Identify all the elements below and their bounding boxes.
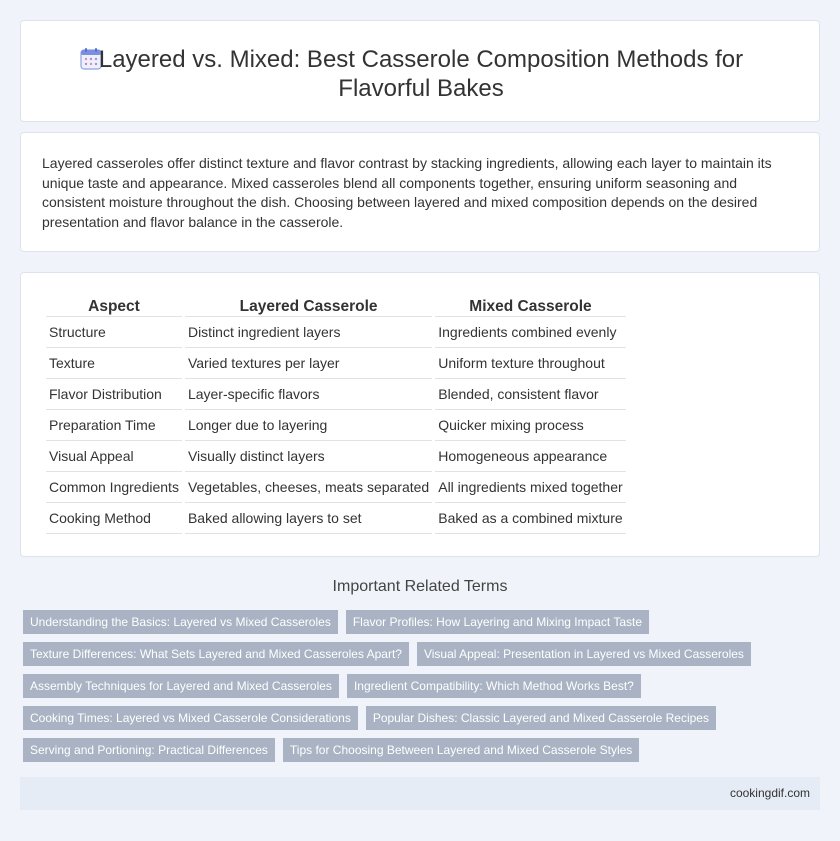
header-mixed: Mixed Casserole	[435, 296, 625, 317]
intro-card	[20, 132, 820, 252]
related-term-tag[interactable]: Ingredient Compatibility: Which Method Works Best?	[347, 674, 641, 698]
related-term-tag[interactable]: Assembly Techniques for Layered and Mixed Casseroles	[23, 674, 339, 698]
related-terms-row	[20, 706, 820, 738]
title-card	[20, 20, 820, 122]
intro-paragraph: Layered casseroles offer distinct texture and flavor contrast by stacking ingredients, allowing each layer to maintain its unique taste and appearance. Mixed casseroles blend all components together, ensuring uniform seasoning and consistent moisture throughout the dish. Choosing between layered and mixed composition depends on the desired presentation and flavor balance in the casserole.	[42, 155, 772, 230]
related-term-tag[interactable]: Visual Appeal: Presentation in Layered vs Mixed Casseroles	[417, 642, 751, 666]
related-term-tag[interactable]: Popular Dishes: Classic Layered and Mixed Casserole Recipes	[366, 706, 716, 730]
related-term-tag[interactable]: Tips for Choosing Between Layered and Mixed Casserole Styles	[283, 738, 639, 762]
table-row	[46, 348, 626, 379]
cell-aspect: Texture	[46, 348, 182, 379]
cell-mixed: Quicker mixing process	[435, 410, 625, 441]
cell-mixed: Uniform texture throughout	[435, 348, 625, 379]
related-term-tag[interactable]: Texture Differences: What Sets Layered and Mixed Casseroles Apart?	[23, 642, 409, 666]
table-row	[46, 410, 626, 441]
related-term-tag[interactable]: Flavor Profiles: How Layering and Mixing Impact Taste	[346, 610, 649, 634]
table-row	[46, 317, 626, 348]
comparison-card	[20, 272, 820, 557]
cell-aspect: Structure	[46, 317, 182, 348]
table-header-row	[46, 296, 626, 317]
cell-layered: Visually distinct layers	[185, 441, 432, 472]
cell-aspect: Preparation Time	[46, 410, 182, 441]
header-layered: Layered Casserole	[185, 296, 432, 317]
footer	[20, 777, 820, 810]
cell-mixed: Ingredients combined evenly	[435, 317, 625, 348]
related-terms-row	[20, 738, 820, 770]
related-terms-row	[20, 642, 820, 674]
cell-aspect: Flavor Distribution	[46, 379, 182, 410]
table-row	[46, 441, 626, 472]
cell-aspect: Cooking Method	[46, 503, 182, 534]
cell-mixed: Blended, consistent flavor	[435, 379, 625, 410]
related-terms-row	[20, 674, 820, 706]
cell-layered: Distinct ingredient layers	[185, 317, 432, 348]
cell-mixed: Homogeneous appearance	[435, 441, 625, 472]
related-terms-list	[20, 610, 820, 770]
related-terms-title: Important Related Terms	[332, 578, 508, 595]
table-row	[46, 379, 626, 410]
cell-mixed: Baked as a combined mixture	[435, 503, 625, 534]
related-terms-row	[20, 610, 820, 642]
table-row	[46, 472, 626, 503]
related-term-tag[interactable]: Serving and Portioning: Practical Differences	[23, 738, 275, 762]
related-term-tag[interactable]: Cooking Times: Layered vs Mixed Casserole Considerations	[23, 706, 358, 730]
cell-mixed: All ingredients mixed together	[435, 472, 625, 503]
comparison-table	[43, 296, 629, 534]
cell-aspect: Visual Appeal	[46, 441, 182, 472]
header-aspect: Aspect	[46, 296, 182, 317]
cell-layered: Longer due to layering	[185, 410, 432, 441]
related-term-tag[interactable]: Understanding the Basics: Layered vs Mixed Casseroles	[23, 610, 338, 634]
cell-layered: Layer-specific flavors	[185, 379, 432, 410]
cell-layered: Vegetables, cheeses, meats separated	[185, 472, 432, 503]
footer-site[interactable]: cookingdif.com	[729, 786, 810, 800]
cell-layered: Baked allowing layers to set	[185, 503, 432, 534]
table-body	[46, 317, 626, 534]
cell-layered: Varied textures per layer	[185, 348, 432, 379]
cell-aspect: Common Ingredients	[46, 472, 182, 503]
page-title: Layered vs. Mixed: Best Casserole Composition Methods for Flavorful Bakes	[98, 46, 744, 102]
table-row	[46, 503, 626, 534]
